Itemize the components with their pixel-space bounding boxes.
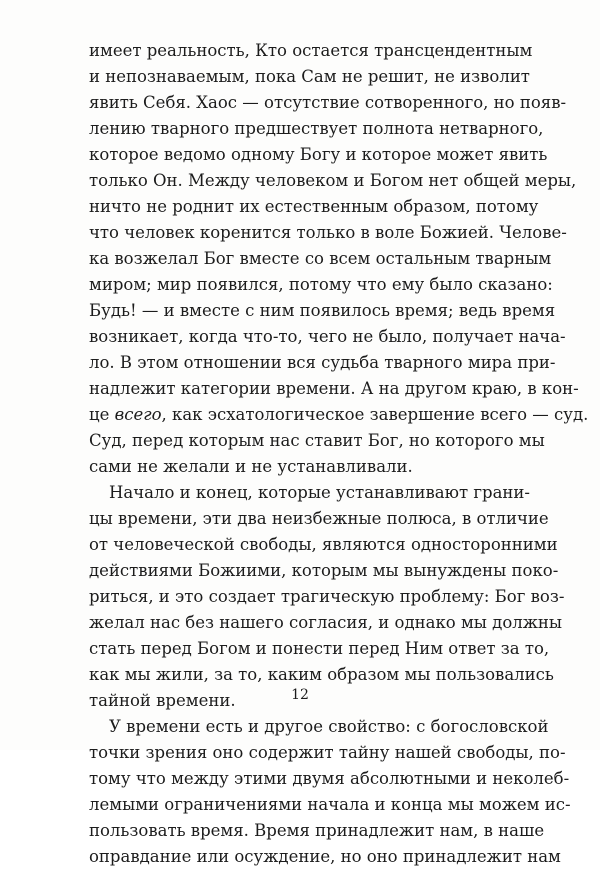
text-line: Суд, перед которым нас ставит Бог, но которого мы [89, 431, 545, 450]
text-line: желал нас без нашего согласия, и однако мы должны [89, 613, 563, 632]
text-line: от человеческой свободы, являются односторонними [89, 535, 558, 554]
text-line: ка возжелал Бог вместе со всем остальным тварным [89, 249, 552, 268]
text-line: стать перед Богом и понести перед Ним ответ за то, [89, 639, 550, 658]
text-line: только Он. Между человеком и Богом нет общей меры, [89, 171, 577, 190]
paragraph [89, 480, 565, 714]
text-line: лению тварного предшествует полнота нетварного, [89, 119, 544, 138]
text-line: действиями Божиими, которым мы вынуждены поко- [89, 561, 559, 580]
text-line: ло. В этом отношении вся судьба тварного мира при- [89, 353, 556, 372]
text-line: ничто не роднит их естественным образом, потому [89, 197, 539, 216]
text-line: миром; мир появился, потому что ему было сказано: [89, 275, 553, 294]
text-line: имеет реальность, Кто остается трансцендентным [89, 41, 533, 60]
text-line: надлежит категории времени. А на другом краю, в кон- [89, 379, 579, 398]
text-line: что человек коренится только в воле Божией. Челове- [89, 223, 567, 242]
text-line: це всего, как эсхатологическое завершение всего — суд. [89, 405, 589, 424]
text-line: явить Себя. Хаос — отсутствие сотворенного, но появ- [89, 93, 567, 112]
paragraph [89, 714, 571, 870]
paragraph [89, 38, 589, 480]
text-line: пользовать время. Время принадлежит нам, в наше [89, 821, 545, 840]
text-line: цы времени, эти два неизбежные полюса, в отличие [89, 509, 549, 528]
text-line: Начало и конец, которые устанавливают грани- [109, 483, 530, 502]
text-line: как мы жили, за то, каким образом мы пользовались [89, 665, 554, 684]
text-line: тайной времени. [89, 691, 236, 710]
text-line: возникает, когда что-то, чего не было, получает нача- [89, 327, 566, 346]
body-text [89, 38, 589, 870]
text-line: точки зрения оно содержит тайну нашей свободы, по- [89, 743, 566, 762]
text-line: риться, и это создает трагическую проблему: Бог воз- [89, 587, 565, 606]
text-line: тому что между этими двумя абсолютными и неколеб- [89, 769, 570, 788]
emphasis: всего [114, 405, 162, 424]
text-line: лемыми ограничениями начала и конца мы можем ис- [89, 795, 571, 814]
text-line: сами не желали и не устанавливали. [89, 457, 413, 476]
page-number: 12 [291, 687, 309, 703]
text-line: которое ведомо одному Богу и которое может явить [89, 145, 548, 164]
text-line: и непознаваемым, пока Сам не решит, не изволит [89, 67, 530, 86]
text-line: Будь! — и вместе с ним появилось время; ведь время [89, 301, 556, 320]
text-line: У времени есть и другое свойство: с богословской [109, 717, 549, 736]
text-line: оправдание или осуждение, но оно принадлежит нам [89, 847, 561, 866]
